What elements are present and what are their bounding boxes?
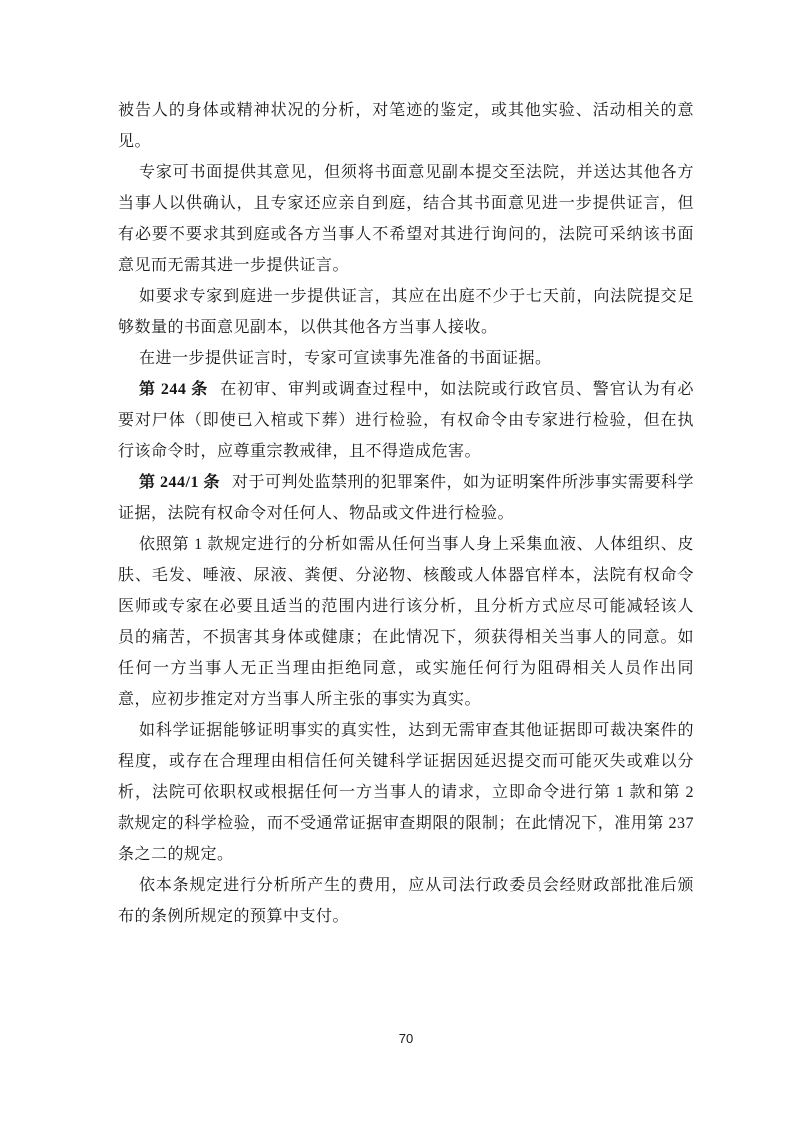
article-paragraph: 第 244/1 条 对于可判处监禁刑的犯罪案件，如为证明案件所涉事实需要科学证据，法院有权命令对任何人、物品或文件进行检验。 xyxy=(118,474,694,522)
body-paragraph: 被告人的身体或精神状况的分析，对笔迹的鉴定，或其他实验、活动相关的意见。 xyxy=(118,102,694,150)
article-number-label: 第 244 条 xyxy=(139,381,209,398)
article-paragraph: 第 244 条 在初审、审判或调查过程中，如法院或行政官员、警官认为有必要对尸体（即使已入棺或下葬）进行检验，有权命令由专家进行检验，但在执行该命令时，应尊重宗教戒律，且不得造成危害。 xyxy=(118,381,694,460)
body-paragraph: 依照第 1 款规定进行的分析如需从任何当事人身上采集血液、人体组织、皮肤、毛发、唾液、尿液、粪便、分泌物、核酸或人体器官样本，法院有权命令医师或专家在必要且适当的范围内进行该分析，且分析方式应尽可能减轻该人员的痛苦，不损害其身体或健康；在此情况下，须获得相关当事人的同意。如任何一方当事人无正当理由拒绝同意，或实施任何行为阻碍相关人员作出同意，应初步推定对方当事人所主张的事实为真实。 xyxy=(118,536,694,708)
text-block xyxy=(118,95,694,932)
body-paragraph: 如科学证据能够证明事实的真实性，达到无需审查其他证据即可裁决案件的程度，或存在合理理由相信任何关键科学证据因延迟提交而可能灭失或难以分析，法院可依职权或根据任何一方当事人的请求，立即命令进行第 1 款和第 2 款规定的科学检验，而不受通常证据审查期限的限制；在此情况下，准用第 237 条之二的规定。 xyxy=(118,722,694,863)
body-paragraph: 在进一步提供证言时，专家可宣读事先准备的书面证据。 xyxy=(139,350,552,367)
body-paragraph: 专家可书面提供其意见，但须将书面意见副本提交至法院，并送达其他各方当事人以供确认，且专家还应亲自到庭，结合其书面意见进一步提供证言，但有必要不要求其到庭或各方当事人不希望对其进行询问的，法院可采纳该书面意见而无需其进一步提供证言。 xyxy=(118,164,694,274)
article-number-label: 第 244/1 条 xyxy=(139,474,220,491)
page-number: 70 xyxy=(398,1031,414,1046)
body-paragraph: 如要求专家到庭进一步提供证言，其应在出庭不少于七天前，向法院提交足够数量的书面意见副本，以供其他各方当事人接收。 xyxy=(118,288,694,336)
body-paragraph: 依本条规定进行分析所产生的费用，应从司法行政委员会经财政部批准后颁布的条例所规定的预算中支付。 xyxy=(118,877,694,925)
